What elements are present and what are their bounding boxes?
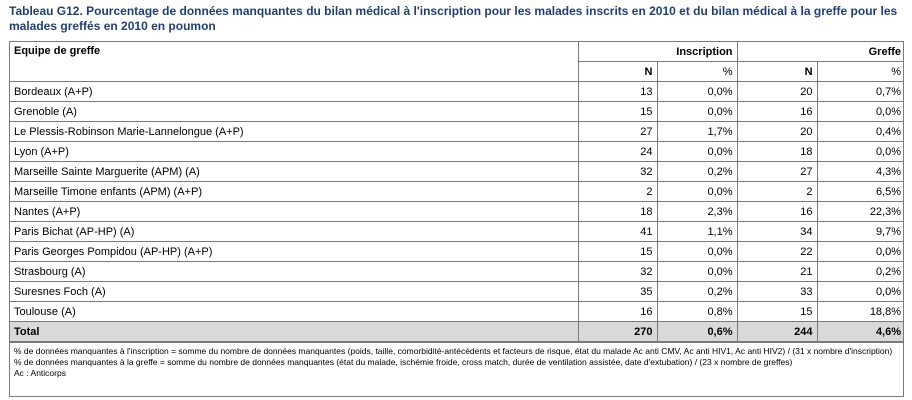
subheader-greffe-n: N [737,62,817,82]
cell-team: Paris Georges Pompidou (AP-HP) (A+P) [10,242,578,262]
table-row [10,262,904,282]
cell-team: Marseille Sainte Marguerite (APM) (A) [10,162,578,182]
cell-ins-pct: 0,0% [657,82,737,102]
cell-gr-pct: 0,0% [817,282,904,302]
cell-gr-pct: 0,0% [817,242,904,262]
table-row [10,82,904,102]
cell-gr-n: 27 [737,162,817,182]
cell-gr-pct: 4,6% [817,322,904,342]
cell-ins-pct: 1,7% [657,122,737,142]
subheader-inscription-n: N [578,62,657,82]
cell-gr-n: 18 [737,142,817,162]
cell-gr-n: 20 [737,122,817,142]
table-row [10,122,904,142]
cell-team: Marseille Timone enfants (APM) (A+P) [10,182,578,202]
cell-gr-n: 21 [737,262,817,282]
cell-ins-pct: 2,3% [657,202,737,222]
table-footnotes [10,342,903,382]
cell-ins-n: 15 [578,242,657,262]
cell-team: Paris Bichat (AP-HP) (A) [10,222,578,242]
cell-ins-n: 18 [578,202,657,222]
table-row [10,102,904,122]
subheader-greffe-pct: % [817,62,904,82]
cell-ins-pct: 0,0% [657,182,737,202]
cell-gr-pct: 0,0% [817,102,904,122]
cell-ins-pct: 0,0% [657,142,737,162]
cell-ins-n: 32 [578,162,657,182]
table-row [10,282,904,302]
cell-ins-n: 27 [578,122,657,142]
cell-team: Total [10,322,578,342]
table-row [10,302,904,322]
cell-team: Nantes (A+P) [10,202,578,222]
cell-ins-pct: 0,2% [657,162,737,182]
cell-ins-n: 15 [578,102,657,122]
table-row [10,142,904,162]
table-row [10,222,904,242]
cell-gr-pct: 0,4% [817,122,904,142]
cell-ins-n: 24 [578,142,657,162]
table-row [10,202,904,222]
cell-ins-pct: 0,0% [657,262,737,282]
table-row [10,162,904,182]
cell-ins-pct: 0,2% [657,282,737,302]
cell-ins-n: 16 [578,302,657,322]
cell-gr-pct: 18,8% [817,302,904,322]
cell-ins-n: 35 [578,282,657,302]
cell-ins-n: 2 [578,182,657,202]
table-body [10,82,904,342]
cell-gr-n: 22 [737,242,817,262]
cell-team: Le Plessis-Robinson Marie-Lannelongue (A+P) [10,122,578,142]
cell-gr-pct: 0,2% [817,262,904,282]
header-inscription: Inscription [578,42,737,62]
cell-ins-pct: 0,6% [657,322,737,342]
subheader-inscription-pct: % [657,62,737,82]
table-row [10,242,904,262]
cell-gr-n: 244 [737,322,817,342]
cell-gr-n: 16 [737,202,817,222]
cell-ins-n: 32 [578,262,657,282]
data-table-frame [9,41,904,397]
missing-data-table [10,42,904,342]
cell-team: Grenoble (A) [10,102,578,122]
cell-gr-n: 33 [737,282,817,302]
cell-team: Bordeaux (A+P) [10,82,578,102]
header-team: Equipe de greffe [10,42,578,82]
cell-ins-n: 270 [578,322,657,342]
footnote-greffe: % de données manquantes à la greffe = somme du nombre de données manquantes (état du malade, ischémie froide, cross match, durée de ventilation assistée, date d'extubation) / (23 x nombre de greffes) [14,357,793,367]
cell-ins-pct: 0,8% [657,302,737,322]
footnote-ac: Ac : Anticorps [14,368,66,378]
cell-team: Strasbourg (A) [10,262,578,282]
cell-team: Toulouse (A) [10,302,578,322]
cell-gr-pct: 0,7% [817,82,904,102]
cell-ins-n: 41 [578,222,657,242]
cell-gr-n: 34 [737,222,817,242]
table-row [10,182,904,202]
table-title: Tableau G12. Pourcentage de données manquantes du bilan médical à l'inscription pour les malades inscrits en 2010 et du bilan médical à la greffe pour les malades greffés en 2010 en poumon [9,4,898,33]
cell-ins-n: 13 [578,82,657,102]
cell-gr-n: 16 [737,102,817,122]
cell-gr-pct: 9,7% [817,222,904,242]
cell-ins-pct: 0,0% [657,102,737,122]
cell-gr-n: 15 [737,302,817,322]
cell-ins-pct: 1,1% [657,222,737,242]
cell-gr-pct: 22,3% [817,202,904,222]
cell-gr-n: 2 [737,182,817,202]
table-row-total [10,322,904,342]
header-greffe: Greffe [737,42,904,62]
cell-team: Lyon (A+P) [10,142,578,162]
cell-gr-n: 20 [737,82,817,102]
cell-ins-pct: 0,0% [657,242,737,262]
cell-gr-pct: 0,0% [817,142,904,162]
cell-gr-pct: 4,3% [817,162,904,182]
cell-team: Suresnes Foch (A) [10,282,578,302]
footnote-inscription: % de données manquantes à l'inscription = somme du nombre de données manquantes (poids, taille, comorbidité-antécédents et facteurs de risque, état du malade Ac anti CMV, Ac anti HIV1, Ac anti HIV2) / (31 x nombre d'inscription) [14,346,893,356]
cell-gr-pct: 6,5% [817,182,904,202]
